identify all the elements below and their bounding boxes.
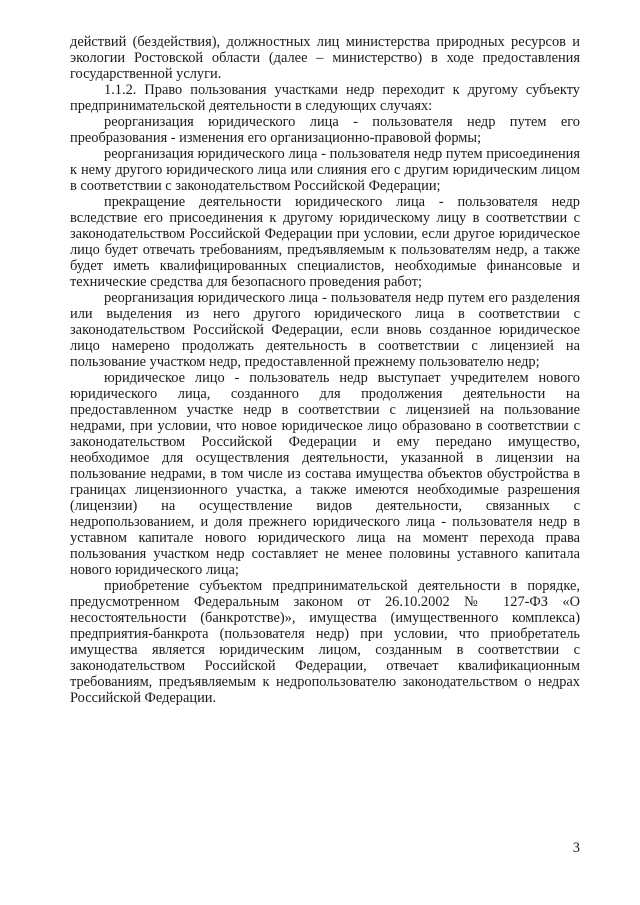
list-item-bankruptcy: приобретение субъектом предпринимательской деятельности в порядке, предусмотренном Федеральным законом от 26.10.2002 № 127-ФЗ «О несостоятельности (банкротстве)», имущества (имущественного комплекса) предприятия-банкрота (пользователя недр) при условии, что приобретатель имущества является юридическим лицом, созданным в соответствии с законодательством Российской Федерации, отвечает квалификационным требованиям, предъявляемым к недропользователю законодательством о недрах Российской Федерации. <box>70 578 580 706</box>
document-page <box>70 34 580 706</box>
clause-1-1-2: 1.1.2. Право пользования участками недр переходит к другому субъекту предпринимательской деятельности в следующих случаях: <box>70 82 580 114</box>
list-item-termination: прекращение деятельности юридического лица - пользователя недр вследствие его присоединения к другому юридическому лицу в соответствии с законодательством Российской Федерации при условии, если другое юридическое лицо будет отвечать требованиям, предъявляемым к пользователям недр, а также будет иметь квалифицированных специалистов, необходимые финансовые и технические средства для безопасного проведения работ; <box>70 194 580 290</box>
list-item-merger: реорганизация юридического лица - пользователя недр путем присоединения к нему другого юридического лица или слияния его с другим юридическим лицом в соответствии с законодательством Российской Федерации; <box>70 146 580 194</box>
list-item-founder: юридическое лицо - пользователь недр выступает учредителем нового юридического лица, созданного для продолжения деятельности на предоставленном участке недр в соответствии с лицензией на пользование недрами, при условии, что новое юридическое лицо образовано в соответствии с законодательством Российской Федерации и ему передано имущество, необходимое для осуществления деятельности, указанной в лицензии на пользование недрами, в том числе из состава имущества объектов обустройства в границах лицензионного участка, а также имеются необходимые разрешения (лицензии) на осуществление видов деятельности, связанных с недропользованием, и доля прежнего юридического лица - пользователя недр в уставном капитале нового юридического лица на момент перехода права пользования участком недр составляет не менее половины уставного капитала нового юридического лица; <box>70 370 580 578</box>
paragraph-continuation: действий (бездействия), должностных лиц министерства природных ресурсов и экологии Ростовской области (далее – министерство) в ходе предоставления государственной услуги. <box>70 34 580 82</box>
list-item-transformation: реорганизация юридического лица - пользователя недр путем его преобразования - изменения его организационно-правовой формы; <box>70 114 580 146</box>
page-number: 3 <box>572 840 580 856</box>
list-item-division: реорганизация юридического лица - пользователя недр путем его разделения или выделения из него другого юридического лица в соответствии с законодательством Российской Федерации, если вновь созданное юридическое лицо намерено продолжать деятельность в соответствии с лицензией на пользование участком недр, предоставленной прежнему пользователю недр; <box>70 290 580 370</box>
